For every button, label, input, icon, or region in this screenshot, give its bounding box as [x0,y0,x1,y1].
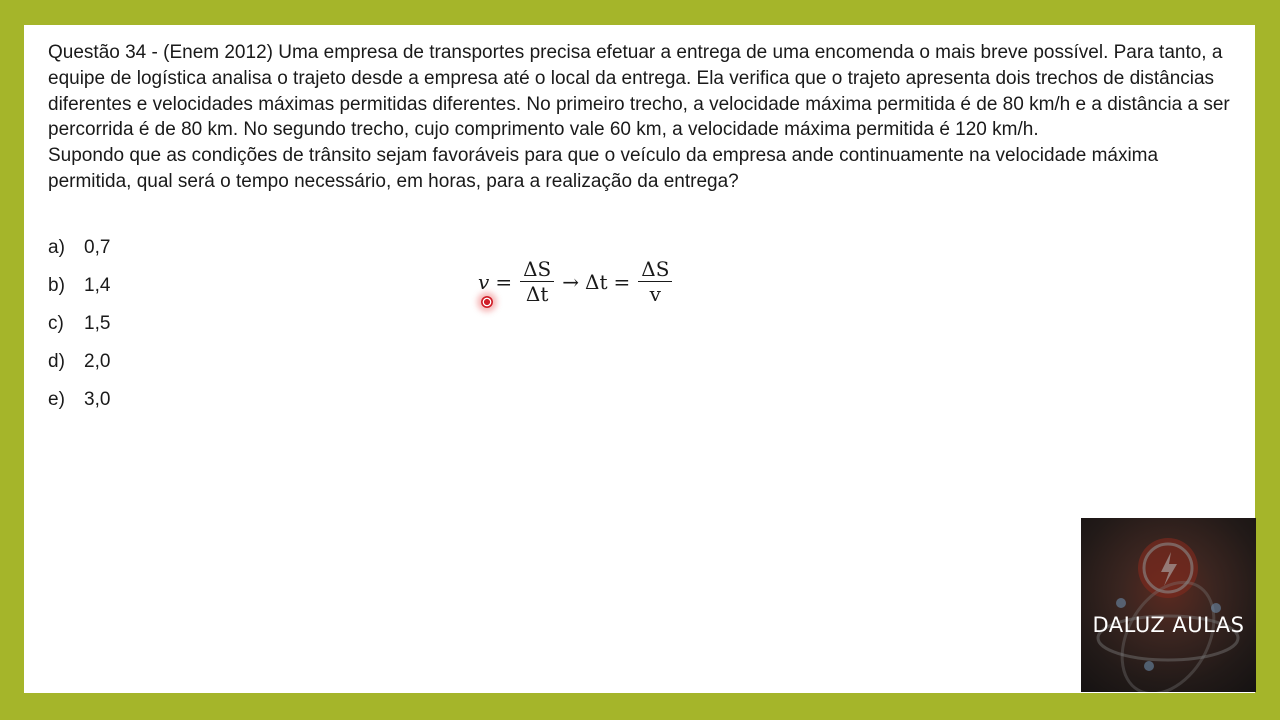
option-a [48,237,110,275]
option-value: 2,0 [84,351,111,372]
fraction-denominator: v [649,282,661,306]
option-letter: a) [48,237,65,258]
answer-options [48,237,110,427]
formula-delta-t: Δt [585,269,608,294]
option-b [48,275,110,313]
fraction-numerator: ΔS [520,257,554,282]
option-letter: b) [48,275,65,296]
velocity-formula [478,257,674,306]
option-letter: e) [48,389,65,410]
formula-equals: = [495,269,513,294]
option-d [48,351,110,389]
formula-v: v [478,269,490,294]
option-letter: d) [48,351,65,372]
slide [24,25,1255,693]
option-value: 0,7 [84,237,111,258]
fraction-numerator: ΔS [638,257,672,282]
option-value: 1,5 [84,313,111,334]
formula-arrow: → [562,269,579,294]
option-letter: c) [48,313,64,334]
channel-logo [1081,518,1256,692]
fraction-time [638,257,672,306]
fraction-velocity [520,257,554,306]
mouse-cursor-highlight [481,296,493,308]
formula-equals-2: = [613,269,631,294]
question-text [48,40,1238,195]
question-paragraph-2: Supondo que as condições de trânsito sejam favoráveis para que o veículo da empresa ande continuamente na velocidade máxima permitida, qual será o tempo necessário, em horas, para a realização da entrega? [48,145,1159,192]
option-c [48,313,110,351]
option-e [48,389,110,427]
fraction-denominator: Δt [525,282,549,306]
option-value: 3,0 [84,389,111,410]
atom-lightning-icon [1081,518,1256,692]
option-value: 1,4 [84,275,111,296]
logo-text: DALUZ AULAS [1092,613,1245,637]
question-paragraph-1: Questão 34 - (Enem 2012) Uma empresa de transportes precisa efetuar a entrega de uma encomenda o mais breve possível. Para tanto, a equipe de logística analisa o trajeto desde a empresa até o local da entrega. Ela verifica que o trajeto apresenta dois trechos de distâncias diferentes e velocidades máximas permitidas diferentes. No primeiro trecho, a velocidade máxima permitida é de 80 km/h e a distância a ser percorrida é de 80 km. No segundo trecho, cujo comprimento vale 60 km, a velocidade máxima permitida é 120 km/h. [48,42,1230,141]
